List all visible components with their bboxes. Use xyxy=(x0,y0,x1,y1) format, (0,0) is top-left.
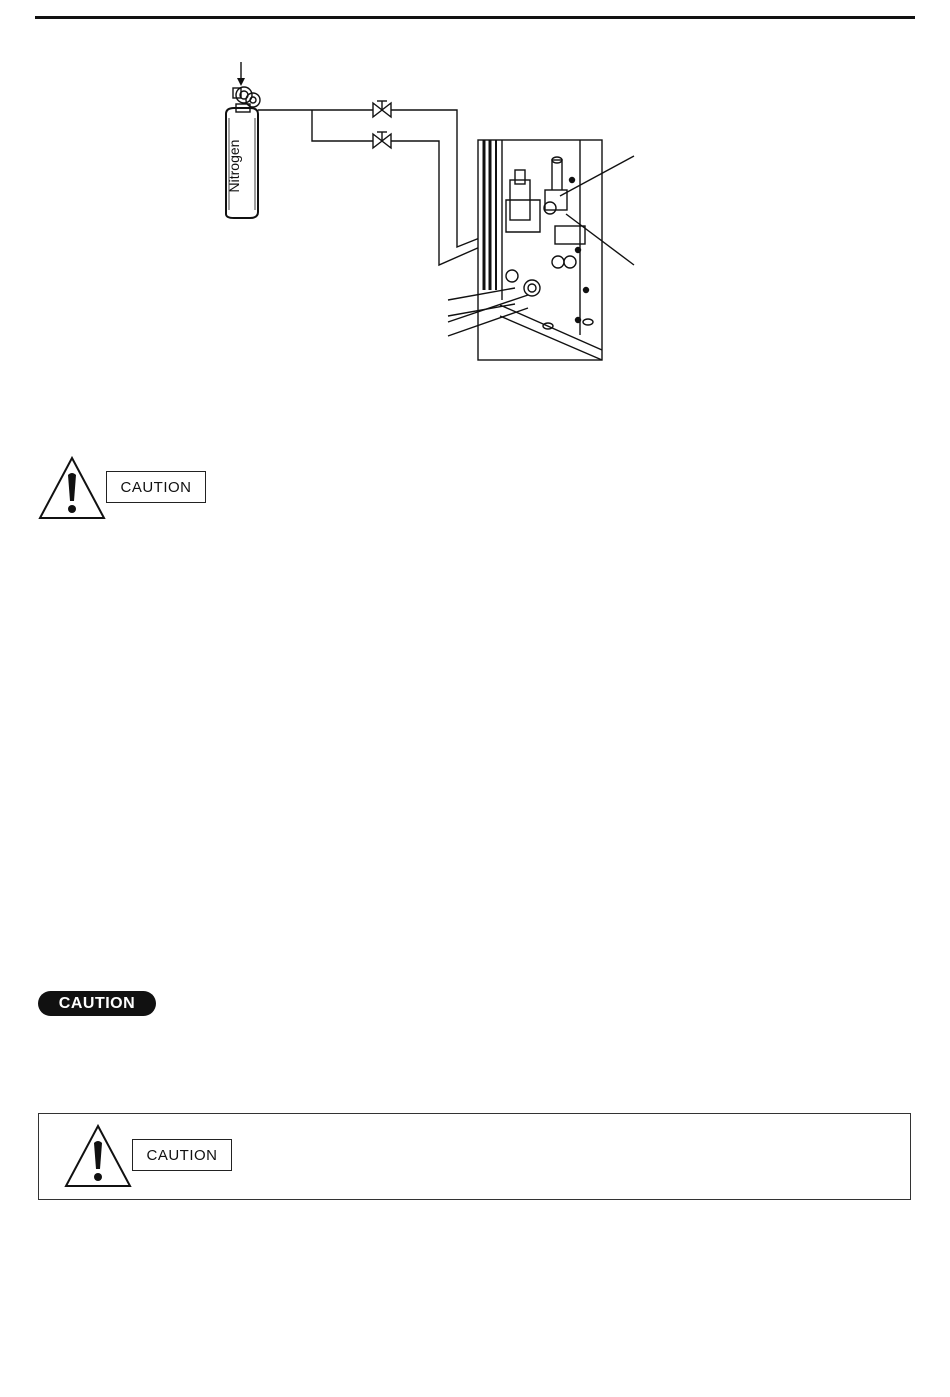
warning-triangle-icon xyxy=(37,455,107,521)
valve-lower xyxy=(373,132,391,148)
caution-notice-box xyxy=(38,1113,911,1200)
valve-upper xyxy=(373,101,391,117)
caution-label-3: CAUTION xyxy=(132,1139,232,1171)
warning-triangle-icon xyxy=(63,1123,133,1189)
caution-pill: CAUTION xyxy=(38,991,156,1016)
outdoor-unit xyxy=(448,140,602,360)
caution-label-1: CAUTION xyxy=(106,471,206,503)
inlet-arrow-head xyxy=(237,78,245,86)
cylinder-label: Nitrogen xyxy=(226,139,242,193)
nitrogen-pressure-diagram xyxy=(0,0,950,380)
